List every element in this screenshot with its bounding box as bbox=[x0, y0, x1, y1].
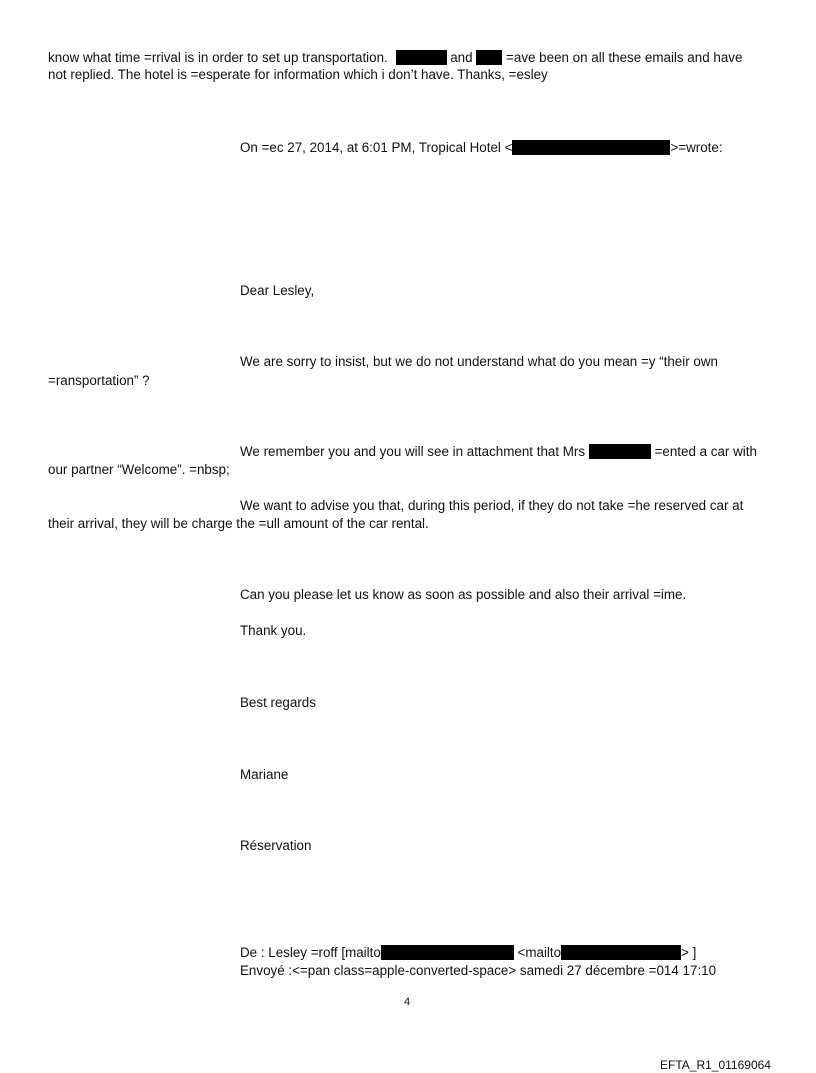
body-line bbox=[240, 443, 757, 460]
body-line: =ransportation” ? bbox=[48, 373, 150, 388]
body-line: their arrival, they will be charge the =ull amount of the car rental. bbox=[48, 516, 429, 531]
body-line: our partner “Welcome”. =nbsp; bbox=[48, 462, 230, 477]
redaction-bar bbox=[381, 945, 514, 960]
greeting: Dear Lesley, bbox=[240, 283, 315, 298]
text-fragment: <mailto bbox=[517, 945, 562, 960]
body-line: We want to advise you that, during this period, if they do not take =he reserved car at bbox=[240, 498, 744, 513]
redaction-bar bbox=[476, 50, 502, 65]
redaction-bar bbox=[589, 444, 651, 459]
closing-thanks: Thank you. bbox=[240, 623, 307, 638]
forward-from-line bbox=[240, 944, 696, 961]
text-fragment: and bbox=[450, 50, 473, 65]
text-fragment: De : Lesley =roff [mailto bbox=[240, 945, 381, 960]
page-number: 4 bbox=[404, 996, 411, 1008]
body-line: We are sorry to insist, but we do not understand what do you mean =y “their own bbox=[240, 354, 718, 369]
bates-number: EFTA_R1_01169064 bbox=[660, 1058, 771, 1072]
signature-name: Mariane bbox=[240, 767, 289, 782]
text-fragment: > ] bbox=[681, 945, 697, 960]
text-fragment: We remember you and you will see in attachment that Mrs bbox=[240, 444, 586, 459]
text-fragment: >=wrote: bbox=[670, 140, 723, 155]
redaction-bar bbox=[512, 140, 670, 155]
text-fragment: On =ec 27, 2014, at 6:01 PM, Tropical Hotel < bbox=[240, 140, 513, 155]
text-fragment: know what time =rrival is in order to set up transportation. bbox=[48, 50, 388, 65]
redaction-bar bbox=[561, 945, 681, 960]
text-fragment: =ented a car with bbox=[654, 444, 757, 459]
forward-sent-line: Envoyé :<=pan class=apple-converted-space> samedi 27 décembre =014 17:10 bbox=[240, 963, 717, 978]
signature-department: Réservation bbox=[240, 838, 312, 853]
text-fragment: =ave been on all these emails and have bbox=[506, 50, 743, 65]
body-line bbox=[48, 49, 742, 66]
closing-regards: Best regards bbox=[240, 695, 316, 710]
body-line: Can you please let us know as soon as possible and also their arrival =ime. bbox=[240, 587, 687, 602]
body-line: not replied. The hotel is =esperate for information which i don’t have. Thanks, =esley bbox=[48, 67, 548, 82]
redaction-bar bbox=[396, 50, 447, 65]
quote-header bbox=[240, 139, 723, 156]
